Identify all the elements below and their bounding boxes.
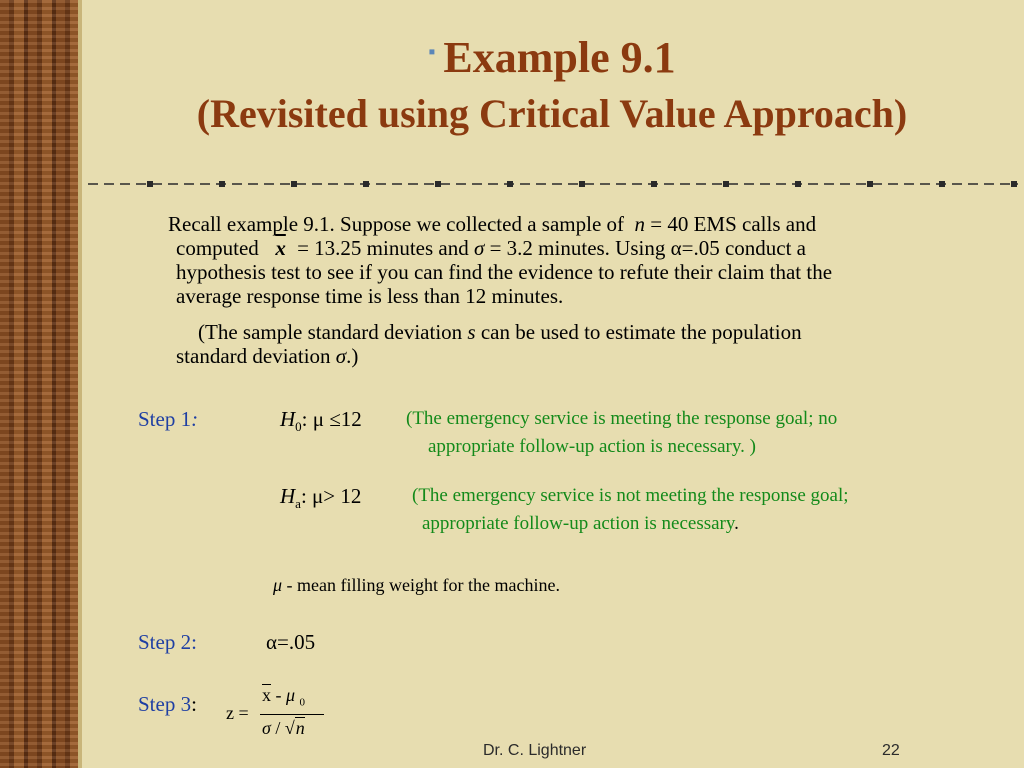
divider-dot xyxy=(147,181,153,187)
divider-dot xyxy=(219,181,225,187)
alternative-hypothesis-note-cont: appropriate follow-up action is necessary. xyxy=(422,513,739,534)
fraction-bar xyxy=(260,714,324,715)
null-hypothesis-note-cont: appropriate follow-up action is necessary. ) xyxy=(428,436,756,457)
divider-dot xyxy=(939,181,945,187)
null-hypothesis-note: (The emergency service is meeting the response goal; no xyxy=(406,408,838,429)
slide-number: 22 xyxy=(882,742,900,759)
z-denominator: σ / √n xyxy=(262,718,305,738)
slide-title: ▪ Example 9.1 xyxy=(428,33,676,82)
divider-dot xyxy=(507,181,513,187)
x-bar-symbol: $\overline{x}$ xyxy=(275,236,286,260)
divider-dot xyxy=(795,181,801,187)
divider-dot xyxy=(1011,181,1017,187)
step1-label: Step 1: xyxy=(138,407,199,431)
divider-dot xyxy=(867,181,873,187)
null-hypothesis: $H_0$: μ ≤12 xyxy=(280,407,362,435)
divider-dot xyxy=(579,181,585,187)
mu-definition: μ - mean filling weight for the machine. xyxy=(273,575,560,595)
alternative-hypothesis: $H_a$: μ> 12 xyxy=(280,484,362,512)
divider-dot xyxy=(723,181,729,187)
divider-dot xyxy=(291,181,297,187)
alpha-value: α=.05 xyxy=(266,630,316,654)
recall-paragraph: Recall example 9.1. Suppose we collected a sample of n = 40 EMS calls and computed $\overline{x} = 13.25$ minutes and σ = 3.2 minutes. Using α=.05 conduct a hypothesis test to see if you can find the evidence to refute their claim that the average response time is less than 12 minutes. xyxy=(168,212,833,308)
slide: ▪ Example 9.1 (Revisited using Critical Value Approach) Recall example 9.1. Suppose we collected a sample of n = 40 EMS calls and computed $\overline{x} = 13.25$ minutes and σ = 3.2 minutes. Using α=.05 conduct a hypothesis test to see if you can find the evidence to refute their claim that the average response time is less than 12 minutes. (The sample standard deviation s can be used to estimate the population standard deviation σ.) Step 1: $H_0$: μ ≤12 (The emergency service is meeting the response goal; no appropriate follow-up action is necessary. ) $H_a$: μ> 12 (The emergency service is not meeting the response goal; appropriate follow-up action is necessary. μ - mean filling weight for the machine. Step 2: α=.05 Step 3: z = $\overline{x}$ - μ $_0$ σ / √n Dr. C. Lightner 22 xyxy=(0,0,1024,768)
step3-label: Step 3: xyxy=(138,692,197,716)
divider-dot xyxy=(363,181,369,187)
slide-subtitle: (Revisited using Critical Value Approach) xyxy=(196,91,908,136)
title-bullet-icon: ▪ xyxy=(428,41,436,63)
z-numerator: $\overline{x}$ - μ $_0$ xyxy=(262,685,306,709)
footer-author: Dr. C. Lightner xyxy=(483,742,587,759)
divider-dot xyxy=(651,181,657,187)
step2-label: Step 2: xyxy=(138,630,197,654)
alternative-hypothesis-note: (The emergency service is not meeting the response goal; xyxy=(412,485,849,506)
sample-sd-note: (The sample standard deviation s can be used to estimate the population standard deviation σ.) xyxy=(176,320,802,368)
divider-dot xyxy=(435,181,441,187)
dashed-divider xyxy=(88,176,1018,192)
